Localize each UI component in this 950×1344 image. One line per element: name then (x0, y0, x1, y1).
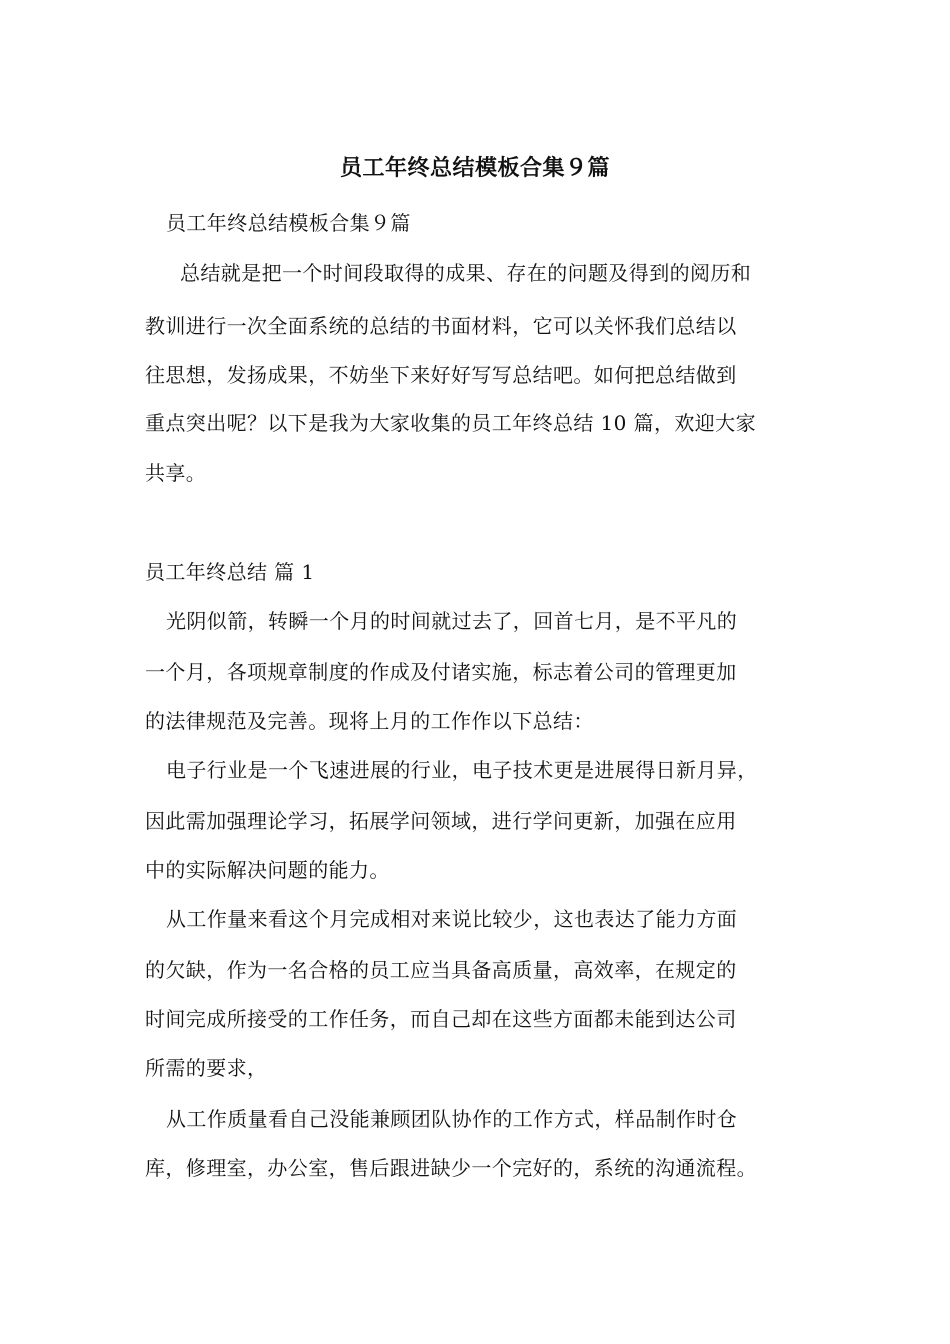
intro-line: 共享。 (145, 461, 207, 485)
body-line: 库，修理室，办公室，售后跟进缺少一个完好的，系统的沟通流程。 (145, 1156, 757, 1180)
section-heading: 员工年终总结 篇 1 (145, 560, 315, 584)
body-line: 中的实际解决问题的能力。 (145, 858, 390, 882)
body-line: 的欠缺，作为一名合格的员工应当具备高质量，高效率，在规定的 (145, 958, 737, 982)
body-line: 的法律规范及完善。现将上月的工作作以下总结： (145, 709, 594, 733)
body-line: 时间完成所接受的工作任务，而自己却在这些方面都未能到达公司 (145, 1007, 737, 1031)
body-line: 光阴似箭，转瞬一个月的时间就过去了，回首七月，是不平凡的 (166, 609, 738, 633)
document-subtitle: 员工年终总结模板合集９篇 (166, 211, 411, 235)
body-line: 从工作量来看这个月完成相对来说比较少，这也表达了能力方面 (166, 907, 738, 931)
intro-line: 教训进行一次全面系统的总结的书面材料，它可以关怀我们总结以 (145, 314, 737, 338)
intro-line: 重点突出呢？以下是我为大家收集的员工年终总结 10 篇，欢迎大家 (145, 411, 756, 435)
body-line: 电子行业是一个飞速进展的行业，电子技术更是进展得日新月异， (166, 758, 758, 782)
body-line: 从工作质量看自己没能兼顾团队协作的工作方式，样品制作时仓 (166, 1107, 738, 1131)
intro-line: 往思想，发扬成果，不妨坐下来好好写写总结吧。如何把总结做到 (145, 363, 737, 387)
body-line: 因此需加强理论学习，拓展学问领域，进行学问更新，加强在应用 (145, 809, 737, 833)
document-title: 员工年终总结模板合集９篇 (339, 156, 610, 181)
body-line: 一个月，各项规章制度的作成及付诸实施，标志着公司的管理更加 (145, 660, 737, 684)
intro-line: 总结就是把一个时间段取得的成果、存在的问题及得到的阅历和 (180, 261, 752, 285)
body-line: 所需的要求， (145, 1056, 268, 1080)
